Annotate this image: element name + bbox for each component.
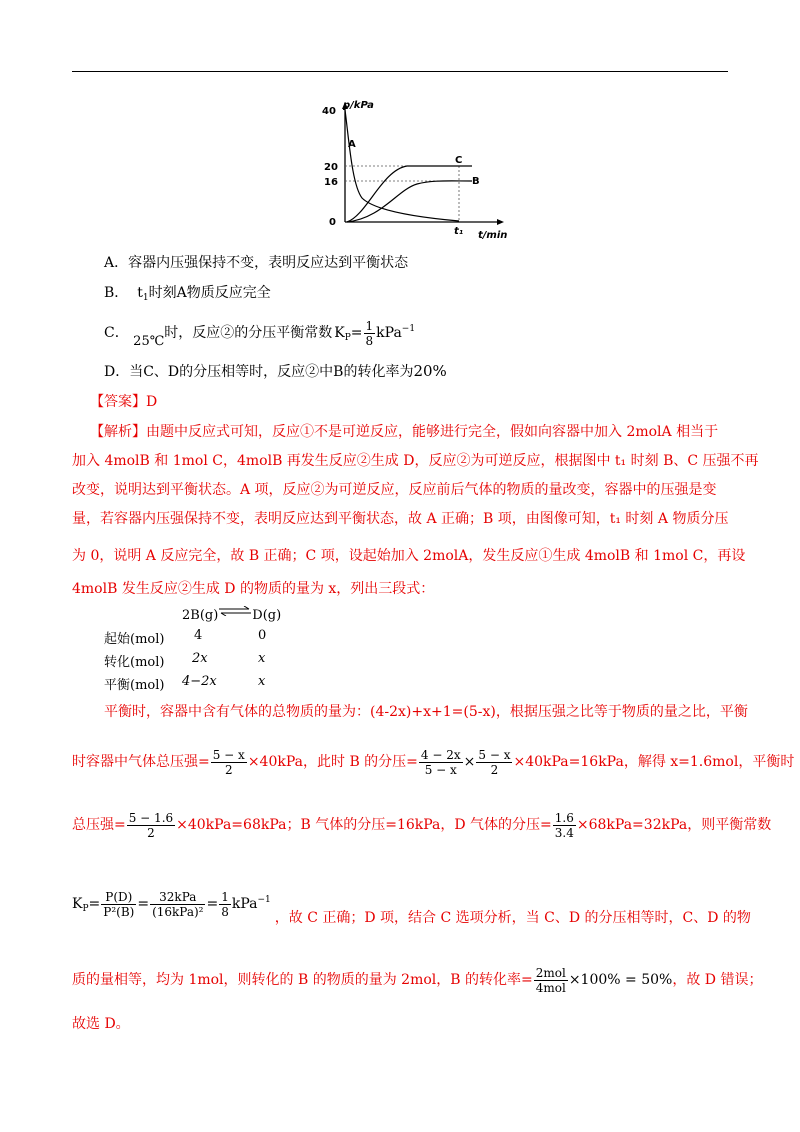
analysis-line-3: 改变，说明达到平衡状态。A 项，反应②为可逆反应，反应前后气体的物质的量改变，容器中的压强是变	[72, 482, 717, 498]
option-c: C． 25℃时，反应②的分压平衡常数 $K_P=$ $\frac{1}{8}$ kPa$^{-1}$	[104, 318, 416, 349]
option-b: B． $t_1$时刻A物质反应完全	[104, 285, 271, 303]
x-axis-arrow	[497, 219, 504, 225]
ice-row-eq-d: x	[258, 674, 266, 689]
answer: 【答案】D	[90, 394, 158, 410]
curve-label-c: C	[455, 155, 463, 166]
ice-row-change-d: x	[258, 651, 266, 666]
analysis-line-1: 【解析】由题中反应式可知，反应①不是可逆反应，能够进行完全，假如向容器中加入 2molA 相当于	[90, 424, 719, 440]
curve-label-a: A	[348, 139, 356, 150]
ice-row-start-d: 0	[258, 628, 267, 643]
calc-line-3: 总压强= $\frac{5 - 1.6}{2}$ ×40kPa=68kPa；B 气体的分压=16kPa，D 气体的分压= $\frac{1.6}{3.4}$ ×68kPa=32kPa，则平衡常数	[72, 810, 772, 840]
ice-row-eq-label: 平衡(mol)	[104, 678, 165, 693]
ice-row-eq-b: 4−2x	[182, 674, 217, 689]
calc-line-6: 故选 D。	[72, 1016, 130, 1032]
option-d-value: 20%	[413, 362, 447, 380]
calc-line-2: 时容器中气体总压强= $\frac{5 - x}{2}$ ×40kPa，此时 B 的分压= $\frac{4 - 2x}{5 - x}$ × $\frac{5 - x}{2}$ ×40kPa=16kPa，解得 x=1.6mol，平衡时	[72, 747, 795, 777]
y-axis-label: p/kPa	[343, 100, 374, 111]
ice-row-start-label: 起始(mol)	[104, 632, 165, 647]
analysis-line-6: 4molB 发生反应②生成 D 的物质的量为 x，列出三段式：	[72, 581, 435, 597]
calc-line-1: 平衡时，容器中含有气体的总物质的量为：(4-2x)+x+1=(5-x)，根据压强之比等于物质的量之比，平衡	[104, 704, 748, 720]
curve-c	[347, 166, 472, 222]
curve-label-b: B	[472, 176, 480, 187]
ice-row-start-b: 4	[194, 628, 203, 643]
analysis-line-4: 量，若容器内压强保持不变，表明反应达到平衡状态，故 A 正确；B 项，由图像可知，t₁ 时刻 A 物质分压	[72, 511, 729, 527]
option-d: D．当C、D的分压相等时，反应②中B的转化率为20%	[104, 362, 447, 380]
ice-equation: 2B(g) D(g)	[182, 608, 282, 623]
ice-row-change-b: 2x	[192, 651, 208, 666]
y-tick-20: 20	[324, 162, 338, 173]
analysis-line-2: 加入 4molB 和 1mol C，4molB 再发生反应②生成 D，反应②为可逆反应，根据图中 t₁ 时刻 B、C 压强不再	[72, 453, 759, 469]
pressure-time-graph	[312, 100, 522, 240]
y-tick-40: 40	[322, 106, 336, 117]
option-a: A．容器内压强保持不变，表明反应达到平衡状态	[104, 255, 409, 271]
analysis-line-5: 为 0，说明 A 反应完全，故 B 正确；C 项，设起始加入 2molA，发生反应①生成 4molB 和 1mol C，再设	[72, 548, 746, 564]
x-tick-t1: t₁	[454, 226, 464, 237]
y-tick-16: 16	[324, 177, 338, 188]
x-axis-label: t/min	[478, 230, 508, 240]
header-rule	[72, 71, 728, 72]
y-tick-0: 0	[329, 217, 336, 228]
calc-line-5: 质的量相等，均为 1mol，则转化的 B 的物质的量为 2mol，B 的转化率= $\frac{\text{2mol}}{\text{4mol}}$ ×100% = 50%，故 D 错误；	[72, 965, 763, 995]
calc-line-4: $K_P=$ $\frac{P(D)}{\text{P²(B)}}$ = $\frac{\text{32kPa}}{\text{(16kPa)²}}$ = $\frac{1}{8}$ kPa$^{-1}$，故 C 正确；D 项，结合 C 选项分析，当 C、D 的分压相等时，C、D 的物	[72, 889, 751, 926]
ice-row-change-label: 转化(mol)	[104, 655, 165, 670]
